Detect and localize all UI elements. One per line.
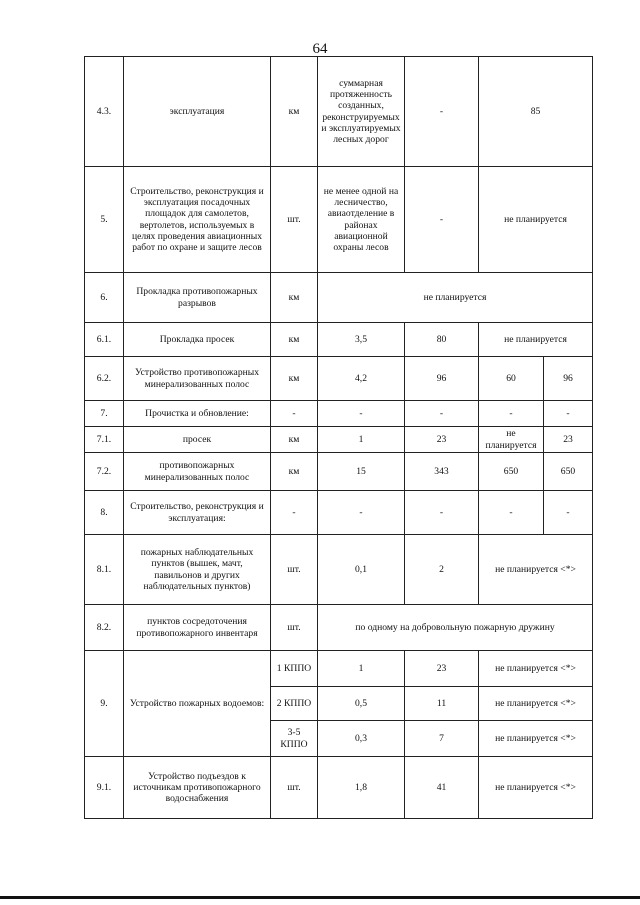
value-cell: 343 <box>405 453 479 491</box>
unit-cell: км <box>271 357 318 401</box>
row-number: 5. <box>85 167 124 273</box>
row-number: 8.1. <box>85 535 124 605</box>
measure-name: Строительство, реконструкция и эксплуатация: <box>124 491 271 535</box>
value-cell: 650 <box>544 453 593 491</box>
row-number: 8. <box>85 491 124 535</box>
measure-name: Устройство противопожарных минерализованных полос <box>124 357 271 401</box>
value-cell: не планируется <*> <box>479 651 593 687</box>
measure-name: Прочистка и обновление: <box>124 401 271 427</box>
measure-name: эксплуатация <box>124 57 271 167</box>
unit-cell: км <box>271 427 318 453</box>
unit-cell: км <box>271 323 318 357</box>
value-cell: не планируется <*> <box>479 687 593 721</box>
value-cell: - <box>544 491 593 535</box>
table-row <box>85 491 593 535</box>
value-cell: не планируется <box>479 167 593 273</box>
value-cell: 11 <box>405 687 479 721</box>
value-cell: не планируется <box>318 273 593 323</box>
value-cell: - <box>479 491 544 535</box>
value-cell: 96 <box>405 357 479 401</box>
row-number: 6. <box>85 273 124 323</box>
unit-cell: - <box>271 491 318 535</box>
measure-name: просек <box>124 427 271 453</box>
value-cell: 3,5 <box>318 323 405 357</box>
table-row <box>85 605 593 651</box>
description-cell: не менее одной на лесничество, авиаотделение в районах авиационной охраны лесов <box>318 167 405 273</box>
unit-cell: 2 КППО <box>271 687 318 721</box>
value-cell: 0,5 <box>318 687 405 721</box>
unit-cell: км <box>271 453 318 491</box>
unit-cell: 1 КППО <box>271 651 318 687</box>
page-number: 64 <box>312 41 328 57</box>
row-number: 9.1. <box>85 757 124 819</box>
unit-cell: км <box>271 57 318 167</box>
unit-cell: км <box>271 273 318 323</box>
row-number: 7.1. <box>85 427 124 453</box>
value-cell: не планируется <*> <box>479 721 593 757</box>
unit-cell: шт. <box>271 757 318 819</box>
value-cell: - <box>405 57 479 167</box>
value-cell: по одному на добровольную пожарную дружину <box>318 605 593 651</box>
table-row <box>85 427 593 453</box>
value-cell: 15 <box>318 453 405 491</box>
unit-cell: шт. <box>271 605 318 651</box>
measure-name: Устройство пожарных водоемов: <box>124 651 271 757</box>
row-number: 8.2. <box>85 605 124 651</box>
value-cell: - <box>405 167 479 273</box>
value-cell: 0,1 <box>318 535 405 605</box>
value-cell: 85 <box>479 57 593 167</box>
value-cell: 1,8 <box>318 757 405 819</box>
value-cell: не планируется <box>479 427 544 453</box>
value-cell: - <box>544 401 593 427</box>
value-cell: не планируется <*> <box>479 535 593 605</box>
unit-cell: шт. <box>271 167 318 273</box>
table-row <box>85 757 593 819</box>
value-cell: 2 <box>405 535 479 605</box>
row-number: 7. <box>85 401 124 427</box>
measure-name: пунктов сосредоточения противопожарного инвентаря <box>124 605 271 651</box>
table-row <box>85 323 593 357</box>
value-cell: - <box>405 401 479 427</box>
value-cell: не планируется <box>479 323 593 357</box>
value-cell: 0,3 <box>318 721 405 757</box>
unit-cell: 3-5 КППО <box>271 721 318 757</box>
measure-name: пожарных наблюдательных пунктов (вышек, мачт, павильонов и других наблюдательных пунктов) <box>124 535 271 605</box>
value-cell: - <box>479 401 544 427</box>
value-cell: 650 <box>479 453 544 491</box>
value-cell: 60 <box>479 357 544 401</box>
measure-name: Устройство подъездов к источникам противопожарного водоснабжения <box>124 757 271 819</box>
table-row <box>85 401 593 427</box>
measure-name: Прокладка противопожарных разрывов <box>124 273 271 323</box>
value-cell: 1 <box>318 651 405 687</box>
row-number: 6.1. <box>85 323 124 357</box>
description-cell: суммарная протяженность созданных, реконструируемых и эксплуатируемых лесных дорог <box>318 57 405 167</box>
table-row <box>85 453 593 491</box>
table-row <box>85 357 593 401</box>
measure-name: Строительство, реконструкция и эксплуатация посадочных площадок для самолетов, вертолетов, используемых в целях проведения авиационных работ по охране и защите лесов <box>124 167 271 273</box>
value-cell: 23 <box>544 427 593 453</box>
scan-edge-line <box>0 896 640 899</box>
row-number: 4.3. <box>85 57 124 167</box>
table-row <box>85 57 593 167</box>
value-cell: 1 <box>318 427 405 453</box>
value-cell: - <box>318 491 405 535</box>
measure-name: Прокладка просек <box>124 323 271 357</box>
value-cell: 4,2 <box>318 357 405 401</box>
unit-cell: шт. <box>271 535 318 605</box>
measure-name: противопожарных минерализованных полос <box>124 453 271 491</box>
value-cell: 23 <box>405 427 479 453</box>
value-cell: 96 <box>544 357 593 401</box>
forest-fire-measures-table <box>84 56 593 819</box>
table-row <box>85 535 593 605</box>
value-cell: не планируется <*> <box>479 757 593 819</box>
row-number: 9. <box>85 651 124 757</box>
value-cell: 23 <box>405 651 479 687</box>
row-number: 6.2. <box>85 357 124 401</box>
table-row <box>85 273 593 323</box>
value-cell: - <box>318 401 405 427</box>
row-number: 7.2. <box>85 453 124 491</box>
value-cell: - <box>405 491 479 535</box>
value-cell: 80 <box>405 323 479 357</box>
table-row <box>85 167 593 273</box>
table-row <box>85 651 593 687</box>
value-cell: 41 <box>405 757 479 819</box>
value-cell: 7 <box>405 721 479 757</box>
unit-cell: - <box>271 401 318 427</box>
